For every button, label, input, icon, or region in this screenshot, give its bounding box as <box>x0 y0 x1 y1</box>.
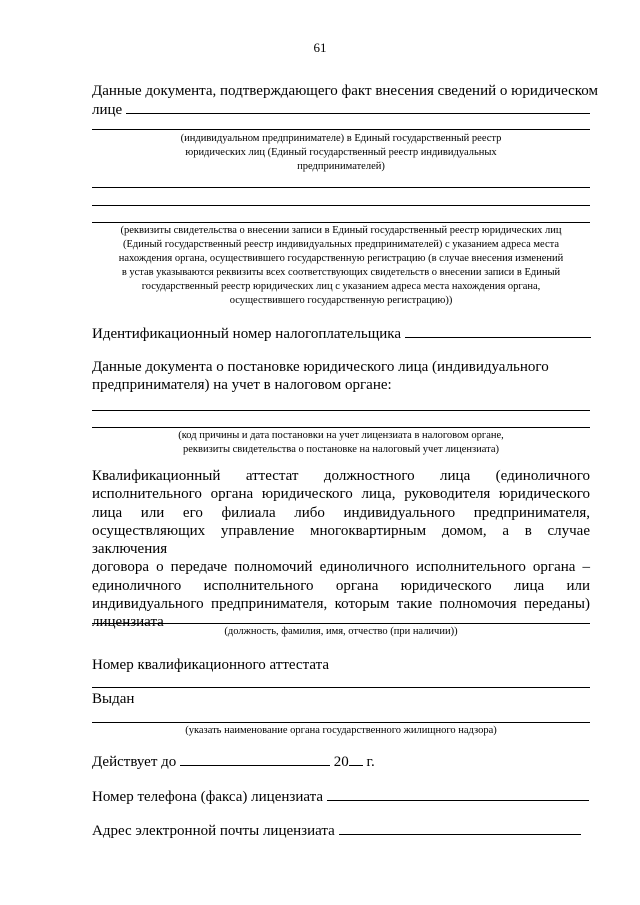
valid-date-field[interactable] <box>180 752 330 766</box>
reg-doc-label-line2 <box>92 100 592 119</box>
details-note-line: (реквизиты свидетельства о внесении записи в Единый государственный реестр юридических лиц <box>120 225 562 236</box>
inn-field[interactable] <box>405 324 591 338</box>
phone-label: Номер телефона (факса) лицензиата <box>92 789 324 805</box>
qualification-field[interactable] <box>92 623 590 624</box>
details-note-line: (Единый государственный реестр индивидуальных предпринимателей) с указанием адреса места <box>123 239 559 250</box>
reg-doc-field-line2[interactable] <box>92 129 590 130</box>
valid-year-prefix: 20 <box>333 754 349 770</box>
reg-doc-field-line5[interactable] <box>92 222 590 223</box>
email-field[interactable] <box>339 821 581 835</box>
tax-label-line1: Данные документа о постановке юридического лица (индивидуального <box>92 359 549 375</box>
issued-label: Выдан <box>92 691 135 707</box>
tax-field-line1[interactable] <box>92 410 590 411</box>
valid-prefix: Действует до <box>92 754 177 770</box>
issued-note: (указать наименование органа государственного жилищного надзора) <box>185 725 497 736</box>
tax-note-line: (код причины и дата постановки на учет лицензиата в налоговом органе, <box>178 430 504 441</box>
qualification-line: Квалификационный аттестат должностного лица (единоличного <box>92 468 590 484</box>
qualification-text <box>92 467 590 632</box>
qualification-note: (должность, фамилия, имя, отчество (при наличии)) <box>224 626 458 637</box>
tax-note <box>92 429 590 457</box>
inn-row <box>92 324 592 343</box>
inn-label: Идентификационный номер налогоплательщика <box>92 326 402 342</box>
email-label: Адрес электронной почты лицензиата <box>92 823 335 839</box>
reg-doc-label-line1: Данные документа, подтверждающего факт внесения сведений о юридическом <box>92 83 599 99</box>
email-row <box>92 821 592 840</box>
details-note-line: нахождения органа, осуществившего государственную регистрацию (в случае внесения изменений <box>118 253 564 264</box>
reg-doc-note <box>92 132 590 174</box>
reg-doc-label-text: лице <box>92 102 123 118</box>
reg-doc-field-line4[interactable] <box>92 205 590 206</box>
qualification-line: осуществляющих управление многоквартирным домом, а в случае заключения <box>92 522 590 558</box>
phone-field[interactable] <box>327 787 589 801</box>
tax-field-line2[interactable] <box>92 427 590 428</box>
details-note-line: осуществившего государственную регистрацию)) <box>229 295 453 306</box>
reg-doc-note-line: юридических лиц (Единый государственный реестр индивидуальных <box>185 147 497 158</box>
tax-note-line: реквизиты свидетельства о постановке на налоговый учет лицензиата) <box>183 444 499 455</box>
page-number: 61 <box>313 40 327 55</box>
details-note-line: государственный реестр юридических лиц с указанием адреса места нахождения органа, <box>141 281 541 292</box>
valid-year-field[interactable] <box>349 752 363 766</box>
tax-label-line2: предпринимателя) на учет в налоговом органе: <box>92 377 392 393</box>
qualification-line: договора о передаче полномочий единоличного исполнительного органа – <box>92 559 590 576</box>
issued-field[interactable] <box>92 722 590 723</box>
reg-doc-field-line3[interactable] <box>92 187 590 188</box>
qualification-line: единоличного исполнительного органа юридического лица или <box>92 577 590 594</box>
cert-number-field[interactable] <box>92 687 590 688</box>
qualification-line: индивидуального предпринимателя, которым такие полномочия переданы) <box>92 596 590 613</box>
reg-doc-field[interactable] <box>126 100 590 114</box>
reg-doc-note-line: предпринимателей) <box>297 161 385 172</box>
details-note-line: в устав указываются реквизиты всех соответствующих свидетельств о внесении записи в Единый <box>121 267 561 278</box>
valid-row <box>92 752 592 771</box>
qualification-line: лица или его филиала либо индивидуального предпринимателя, <box>92 504 590 521</box>
valid-suffix: г. <box>366 754 375 770</box>
reg-doc-details-note <box>92 224 590 308</box>
qualification-line: исполнительного органа юридического лица, руководителя юридического <box>92 486 590 503</box>
cert-number-label: Номер квалификационного аттестата <box>92 657 329 673</box>
phone-row <box>92 787 592 806</box>
reg-doc-note-line: (индивидуальном предпринимателе) в Единый государственный реестр <box>180 133 502 144</box>
qualification-line-last: лицензиата <box>92 614 164 631</box>
